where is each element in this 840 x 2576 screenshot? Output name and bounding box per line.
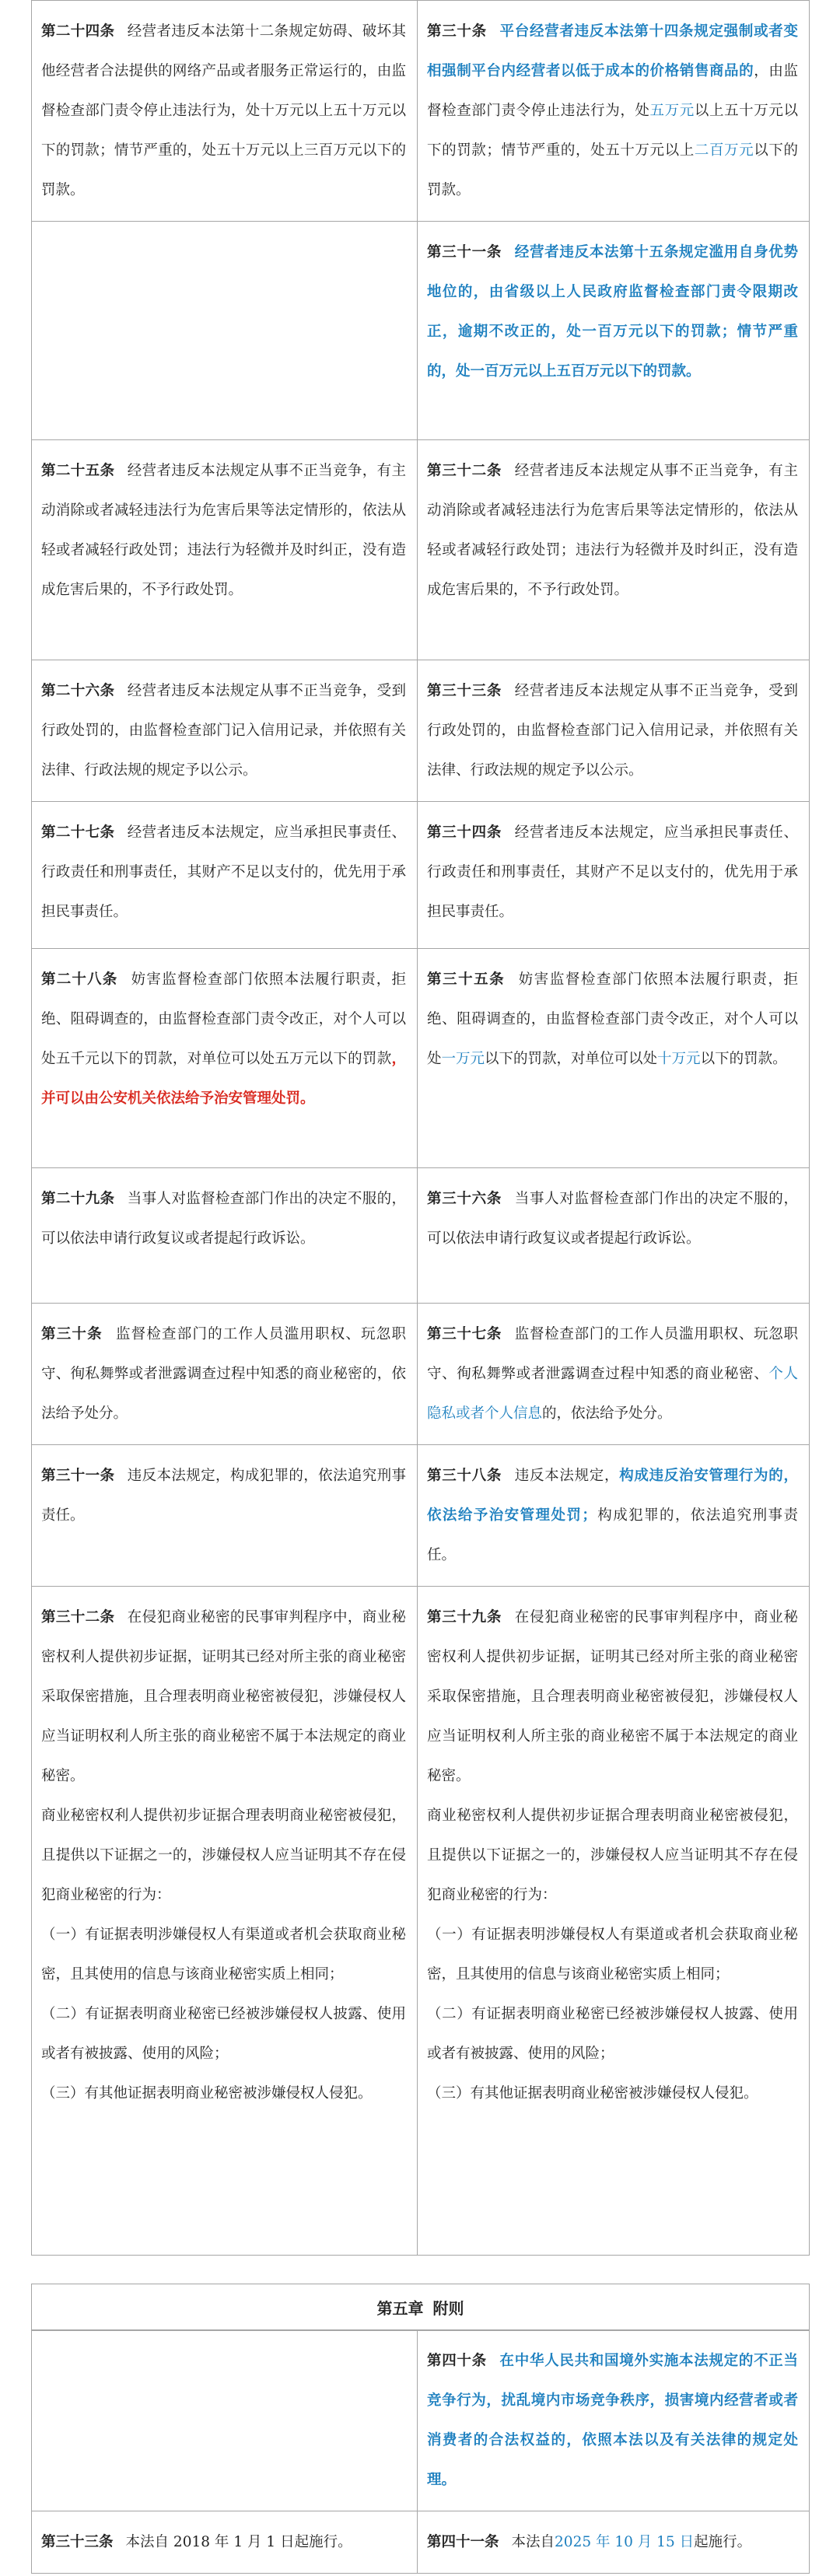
- table-row: [32, 1304, 810, 1445]
- article-text: 妨害监督检查部门依照本法履行职责，拒绝、阻碍调查的，由监督检查部门责令改正，对个人可以处: [427, 971, 798, 1067]
- paragraph: 商业秘密权利人提供初步证据合理表明商业秘密被侵犯，且提供以下证据之一的，涉嫌侵权人应当证明其不存在侵犯商业秘密的行为：: [427, 1808, 798, 1903]
- article-text: 经营者违反本法规定从事不正当竞争，有主动消除或者减轻违法行为危害后果等法定情形的，依法从轻或者减轻行政处罚；违法行为轻微并及时纠正，没有造成危害后果的，不予行政处罚。: [427, 463, 798, 598]
- new-article-cell: [418, 222, 810, 440]
- table-row: [32, 1, 810, 222]
- new-article-cell: [418, 1304, 810, 1445]
- list-item: （一）有证据表明涉嫌侵权人有渠道或者机会获取商业秘密，且其使用的信息与该商业秘密实质上相同；: [41, 1927, 406, 1983]
- chapter-number: 第五章: [376, 2299, 424, 2318]
- article-text: 1: [233, 2534, 243, 2550]
- article-number: 第二十八条: [41, 971, 118, 988]
- table-row: [32, 1445, 810, 1587]
- old-article-cell: [32, 949, 418, 1168]
- highlighted-text: 平台经营者违反本法第十四条规定强制或者变相强制平台内经营者以低于成本的价格销售商品的: [427, 23, 798, 79]
- highlighted-text: 2025 年 10 月 15 日: [555, 2534, 695, 2550]
- table-row: [32, 2511, 810, 2574]
- old-article-cell-empty: [32, 222, 418, 440]
- old-article-cell: [32, 1, 418, 222]
- article-text: 经营者违反本法第十二条规定妨碍、破坏其他经营者合法提供的网络产品或者服务正常运行的，由监督检查部门责令停止违法行为，处十万元以上五十万元以下的罚款；情节严重的，处五十万元以上三百万元以下的罚款。: [41, 23, 406, 198]
- list-item: （二）有证据表明商业秘密已经被涉嫌侵权人披露、使用或者有被披露、使用的风险；: [41, 2006, 406, 2062]
- old-article-cell: [32, 1445, 418, 1587]
- article-text: 经营者违反本法规定，应当承担民事责任、行政责任和刑事责任，其财产不足以支付的，优先用于承担民事责任。: [427, 824, 798, 920]
- article-number: 第二十四条: [41, 23, 115, 40]
- table-row: [32, 802, 810, 949]
- article-text: 构成犯罪的，依法追究刑事责任。: [427, 1507, 798, 1563]
- article-text: 经营者违反本法规定从事不正当竞争，受到行政处罚的，由监督检查部门记入信用记录，并依照有关法律、行政法规的规定予以公示。: [427, 683, 798, 779]
- old-article-cell: [32, 440, 418, 660]
- table-row: [32, 222, 810, 440]
- article-text: 以下的罚款。: [427, 142, 798, 198]
- law-comparison-table: [31, 0, 810, 2256]
- new-article-cell: [418, 1, 810, 222]
- article-number: 第三十四条: [427, 824, 502, 841]
- article-number: 第三十九条: [427, 1609, 502, 1626]
- highlighted-text: 五万元: [649, 103, 695, 119]
- article-text: 违反本法规定，: [514, 1468, 620, 1484]
- article-text: 在侵犯商业秘密的民事审判程序中，商业秘密权利人提供初步证据，证明其已经对所主张的商业秘密采取保密措施，且合理表明商业秘密被侵犯，涉嫌侵权人应当证明权利人所主张的商业秘密不属于本法规定的商业秘密。: [41, 1609, 406, 1784]
- new-article-cell: [418, 1168, 810, 1304]
- new-article-cell: [418, 802, 810, 949]
- article-number: 第三十七条: [427, 1326, 502, 1342]
- article-text: 当事人对监督检查部门作出的决定不服的，可以依法申请行政复议或者提起行政诉讼。: [427, 1191, 798, 1247]
- table-row: [32, 440, 810, 660]
- article-text: 经营者违反本法规定从事不正当竞争，有主动消除或者减轻违法行为危害后果等法定情形的，依法从轻或者减轻行政处罚；违法行为轻微并及时纠正，没有造成危害后果的，不予行政处罚。: [41, 463, 406, 598]
- chapter-header-row: [32, 2284, 810, 2331]
- article-text: ，由监督检查部门责令停止违法行为，处: [427, 63, 798, 119]
- table-row: [32, 660, 810, 802]
- paragraph: 商业秘密权利人提供初步证据合理表明商业秘密被侵犯，且提供以下证据之一的，涉嫌侵权人应当证明其不存在侵犯商业秘密的行为：: [41, 1808, 406, 1903]
- article-text: 经营者违反本法规定从事不正当竞争，受到行政处罚的，由监督检查部门记入信用记录，并依照有关法律、行政法规的规定予以公示。: [41, 683, 406, 779]
- article-number: 第三十条: [41, 1326, 103, 1342]
- article-number: 第三十一条: [41, 1468, 115, 1484]
- table-row: [32, 1587, 810, 2256]
- table-row: [32, 1168, 810, 1304]
- article-number: 第三十一条: [427, 244, 502, 261]
- article-text: 本法自: [511, 2534, 555, 2550]
- paragraph: [41, 1598, 406, 1796]
- new-article-cell: [418, 2511, 810, 2574]
- old-article-cell: [32, 802, 418, 949]
- article-text: 以下的罚款。: [700, 1051, 787, 1067]
- article-number: 第三十八条: [427, 1468, 502, 1484]
- highlighted-text: 一万元: [441, 1051, 485, 1067]
- old-article-cell: [32, 2511, 418, 2574]
- article-text: 监督检查部门的工作人员滥用职权、玩忽职守、徇私舞弊或者泄露调查过程中知悉的商业秘密、: [427, 1326, 798, 1382]
- list-item: （三）有其他证据表明商业秘密被涉嫌侵权人侵犯。: [427, 2085, 758, 2102]
- table-row: [32, 2330, 810, 2511]
- article-text: 日起施行。: [280, 2534, 352, 2550]
- article-text: 在侵犯商业秘密的民事审判程序中，商业秘密权利人提供初步证据，证明其已经对所主张的商业秘密采取保密措施，且合理表明商业秘密被侵犯，涉嫌侵权人应当证明权利人所主张的商业秘密不属于本法规定的商业秘密。: [427, 1609, 798, 1784]
- chapter-table: [31, 2284, 810, 2331]
- article-number: 第二十七条: [41, 824, 115, 841]
- list-item: （三）有其他证据表明商业秘密被涉嫌侵权人侵犯。: [41, 2085, 373, 2102]
- article-number: 第二十六条: [41, 683, 115, 699]
- old-article-cell: [32, 660, 418, 802]
- article-text: 的，依法给予处分。: [542, 1405, 672, 1422]
- table-row: [32, 949, 810, 1168]
- chapter-title: 附则: [432, 2299, 464, 2318]
- article-number: 第三十二条: [427, 463, 502, 479]
- article-number: 第四十条: [427, 2353, 487, 2369]
- new-article-cell: [418, 660, 810, 802]
- list-item: （二）有证据表明商业秘密已经被涉嫌侵权人披露、使用或者有被披露、使用的风险；: [427, 2006, 798, 2062]
- article-text: 经营者违反本法规定，应当承担民事责任、行政责任和刑事责任，其财产不足以支付的，优先用于承担民事责任。: [41, 824, 406, 920]
- old-article-cell: [32, 1168, 418, 1304]
- highlighted-text: 在中华人民共和国境外实施本法规定的不正当竞争行为，扰乱境内市场竞争秩序，损害境内经营者或者消费者的合法权益的，依照本法以及有关法律的规定处理。: [427, 2353, 798, 2488]
- paragraph: [427, 1598, 798, 1796]
- highlighted-text-red: ，并可以由公安机关依法给予治安管理处罚。: [41, 1051, 406, 1107]
- old-article-cell: [32, 1587, 418, 2256]
- new-article-cell: [418, 1445, 810, 1587]
- new-article-cell: [418, 2330, 810, 2511]
- article-text: 违反本法规定，构成犯罪的，依法追究刑事责任。: [41, 1468, 406, 1524]
- appendix-table: [31, 2329, 810, 2574]
- article-text: 起施行。: [694, 2534, 752, 2550]
- article-number: 第三十三条: [41, 2534, 114, 2550]
- article-number: 第三十六条: [427, 1191, 502, 1207]
- highlighted-text: 经营者违反本法第十五条规定滥用自身优势地位的，由省级以上人民政府监督检查部门责令限期改正，逾期不改正的，处一百万元以下的罚款；情节严重的，处一百万元以上五百万元以下的罚款。: [427, 244, 798, 380]
- highlighted-text: 个人隐私或者个人信息: [427, 1366, 798, 1422]
- article-text: 监督检查部门的工作人员滥用职权、玩忽职守、徇私舞弊或者泄露调查过程中知悉的商业秘密的，依法给予处分。: [41, 1326, 406, 1422]
- article-text: 1: [266, 2534, 276, 2550]
- article-number: 第三十二条: [41, 1609, 115, 1626]
- highlighted-text: 二百万元: [694, 142, 754, 159]
- new-article-cell: [418, 440, 810, 660]
- article-number: 第二十九条: [41, 1191, 115, 1207]
- article-text: 2018: [173, 2534, 211, 2550]
- new-article-cell: [418, 1587, 810, 2256]
- new-article-cell: [418, 949, 810, 1168]
- highlighted-text: 十万元: [657, 1051, 701, 1067]
- list-item: （一）有证据表明涉嫌侵权人有渠道或者机会获取商业秘密，且其使用的信息与该商业秘密实质上相同；: [427, 1927, 798, 1983]
- old-article-cell-empty: [32, 2330, 418, 2511]
- article-number: 第四十一条: [427, 2534, 499, 2550]
- article-text: 妨害监督检查部门依照本法履行职责，拒绝、阻碍调查的，由监督检查部门责令改正，对个人可以处五千元以下的罚款，对单位可以处五万元以下的罚款: [41, 971, 406, 1067]
- article-text: 以上五十万元以下的罚款；情节严重的，处五十万元以上: [427, 103, 798, 159]
- article-text: 年: [214, 2534, 229, 2550]
- article-text: 以下的罚款，对单位可以处: [485, 1051, 658, 1067]
- article-number: 第三十五条: [427, 971, 506, 988]
- chapter-heading: [32, 2284, 810, 2331]
- highlighted-text: 构成违反治安管理行为的，依法给予治安管理处罚；: [427, 1468, 798, 1524]
- article-text: 本法自: [125, 2534, 170, 2550]
- article-text: 当事人对监督检查部门作出的决定不服的，可以依法申请行政复议或者提起行政诉讼。: [41, 1191, 406, 1247]
- article-number: 第三十条: [427, 23, 487, 40]
- article-text: 月: [247, 2534, 262, 2550]
- article-number: 第二十五条: [41, 463, 115, 479]
- old-article-cell: [32, 1304, 418, 1445]
- article-number: 第三十三条: [427, 683, 502, 699]
